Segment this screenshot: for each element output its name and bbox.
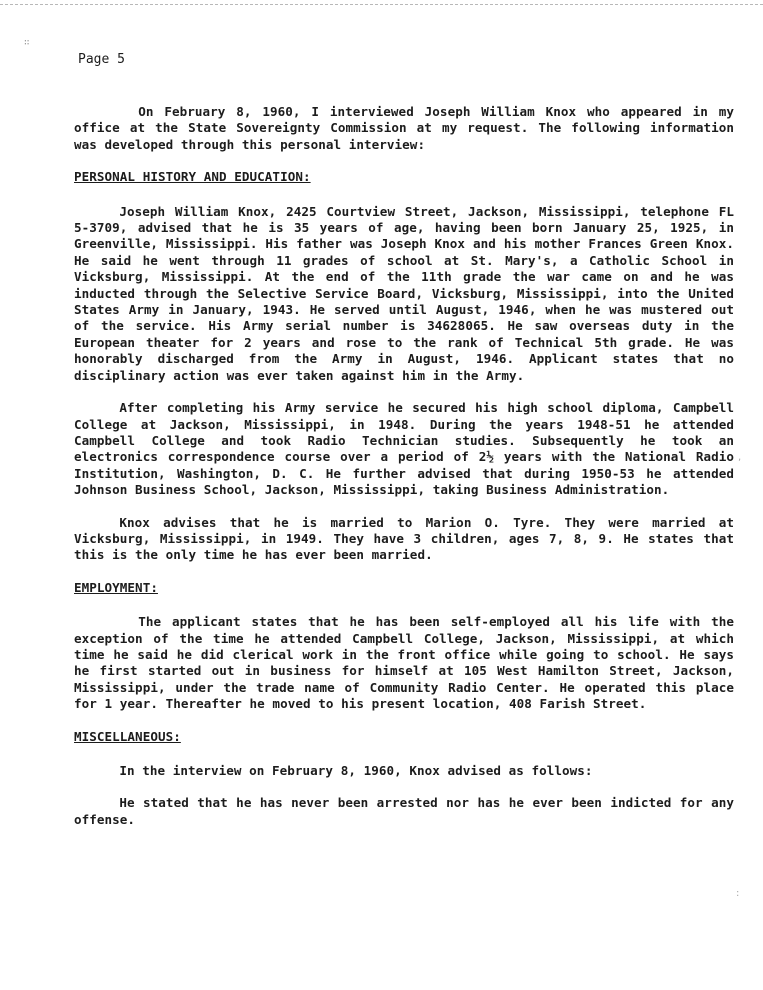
scan-margin-mark: : bbox=[736, 888, 740, 899]
page-top-edge bbox=[0, 4, 763, 5]
paragraph-interview-note: In the interview on February 8, 1960, Knox advised as follows: bbox=[119, 763, 593, 778]
scan-speck: ∷ bbox=[24, 38, 30, 48]
scan-margin-mark: , bbox=[738, 452, 742, 463]
paragraph-personal-background: Joseph William Knox, 2425 Courtview Street, Jackson, Mississippi, telephone FL 5-3709, advised that he is 35 years of age, having been born January 25, 1925, in Greenville, Mississippi. His father was Joseph Knox and his mother Frances Green Knox. He said he went through 11 grades of school at St. Mary's, a Catholic School in Vicksburg, Mississippi. At the end of the 11th grade the war came on and he was inducted through the Selective Service Board, Vicksburg, Mississippi, into the United States Army in January, 1943. He served until August, 1946, when he was mustered out of the service. His Army serial number is 34628065. He saw overseas duty in the European theater for 2 years and rose to the rank of Technical 5th grade. He was honorably discharged from the Army in August, 1946. Applicant states that no disciplinary action was ever taken against him in the Army. bbox=[74, 203, 734, 383]
section-heading-employment: EMPLOYMENT: bbox=[74, 579, 158, 595]
paragraph-marriage: Knox advises that he is married to Marion O. Tyre. They were married at Vicksburg, Mississippi, in 1949. They have 3 children, ages 7, 8, 9. He states that this is the only time he has ever been married. bbox=[74, 514, 734, 563]
intro-paragraph: On February 8, 1960, I interviewed Joseph William Knox who appeared in my office at the State Sovereignty Commission at my request. The following information was developed through this personal interview: bbox=[74, 104, 734, 152]
section-heading-personal-history: PERSONAL HISTORY AND EDUCATION: bbox=[74, 169, 311, 185]
paragraph-arrest-record: He stated that he has never been arrested nor has he ever been indicted for any offense. bbox=[74, 795, 734, 827]
paragraph-education: After completing his Army service he secured his high school diploma, Campbell College at Jackson, Mississippi, in 1948. During the years 1948-51 he attended Campbell College and took Radio Technician studies. Subsequently he took an electronics correspondence course over a period of 2½ years with the National Radio Institution, Washington, D. C. He further advised that during 1950-53 he attended Johnson Business School, Jackson, Mississippi, taking Business Administration. bbox=[74, 400, 734, 498]
section-heading-miscellaneous: MISCELLANEOUS: bbox=[74, 728, 181, 744]
document-body bbox=[74, 104, 734, 828]
paragraph-employment: The applicant states that he has been self-employed all his life with the exception of the time he attended Campbell College, Jackson, Mississippi, at which time he said he did clerical work in the front office while going to school. He says he first started out in business for himself at 105 West Hamilton Street, Jackson, Mississippi, under the trade name of Community Radio Center. He operated this place for 1 year. Thereafter he moved to his present location, 408 Farish Street. bbox=[74, 614, 734, 712]
page-number: Page 5 bbox=[78, 52, 125, 67]
